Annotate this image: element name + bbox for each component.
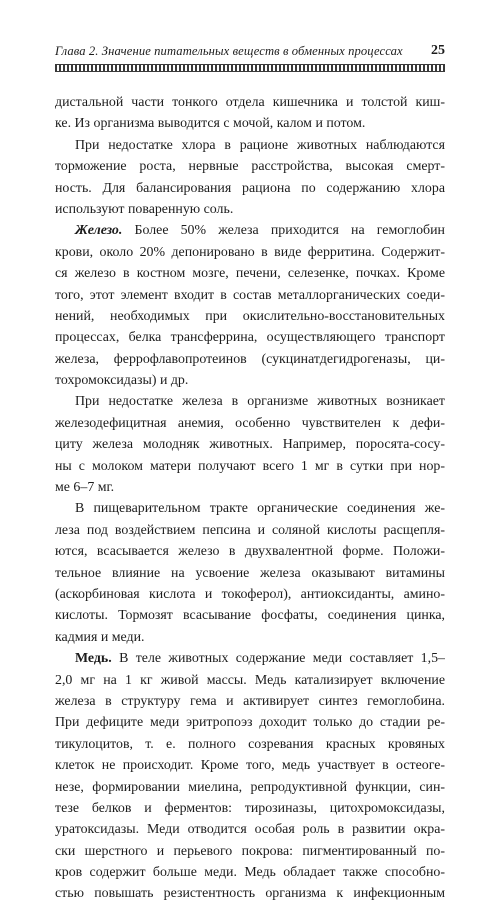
text-line: процессах, белка трансферрина, осуществляющего транспорт	[55, 330, 445, 346]
text-line: При недостатке железа в организме животных возникает	[75, 394, 445, 410]
text-line: торможение роста, нервные расстройства, высокая смерт-	[55, 159, 445, 175]
text-line: железа, феррофлавопротеинов (сукцинатдегидрогеназы, ци-	[55, 351, 445, 367]
text-line: кров содержит больше меди. Медь обладает также способно-	[55, 865, 445, 881]
text-line: железодефицитная анемия, особенно чувствителен к дефи-	[55, 415, 445, 431]
text-line: стью повышать резистентность организма к инфекционным	[55, 886, 445, 902]
text-line: клеток не происходит. Кроме того, медь участвует в остеоге-	[55, 758, 445, 774]
copper-section-heading: Медь.	[75, 651, 112, 667]
text-line: ны с молоком матери получают всего 1 мг в сутки при нор-	[55, 458, 445, 474]
page-number: 25	[431, 43, 445, 58]
running-title: Глава 2. Значение питательных веществ в обменных процессах	[55, 44, 403, 58]
text-line: Медь. В теле животных содержание меди составляет 1,5–	[75, 651, 445, 667]
text-line: Железо. Более 50% железа приходится на гемоглобин	[75, 223, 445, 239]
text-line: кадмия и меди.	[55, 629, 145, 645]
text-line: (аскорбиновая кислота и токоферол), антиоксиданты, амино-	[55, 586, 445, 602]
text-line: В пищеварительном тракте органические соединения же-	[75, 501, 445, 517]
text-line: того, этот элемент входит в состав металлорганических соеди-	[55, 287, 445, 303]
text-line: уратоксидазы. Меди отводится особая роль в развитии окра-	[55, 822, 445, 838]
text-line: 2,0 мг на 1 кг живой массы. Медь катализирует включение	[55, 672, 445, 688]
text-line: При недостатке хлора в рационе животных наблюдаются	[75, 137, 445, 153]
text-line: тохромоксидазы) и др.	[55, 373, 189, 389]
text-line: ность. Для балансирования рациона по содержанию хлора	[55, 180, 445, 196]
header-rule	[55, 64, 445, 72]
text-line: незе, формировании миелина, репродуктивной функции, син-	[55, 779, 445, 795]
text-line: ке. Из организма выводится с мочой, калом и потом.	[55, 116, 366, 132]
text-line: ся железо в костном мозге, печени, селезенке, почках. Кроме	[55, 266, 445, 282]
text-line: кислоты. Тормозят всасывание фосфаты, соединения цинка,	[55, 608, 445, 624]
text-line: нений, необходимых при окислительно-восстановительных	[55, 308, 445, 324]
text-line: тельное влияние на усвоение железа оказывают витамины	[55, 565, 445, 581]
text-line: При дефиците меди эритропоэз доходит только до стадии ре-	[55, 715, 445, 731]
text-line: тикулоцитов, т. е. полного созревания красных кровяных	[55, 736, 445, 752]
text-line: тезе белков и ферментов: тирозиназы, цитохромоксидазы,	[55, 800, 445, 816]
iron-section-heading: Железо.	[75, 223, 123, 239]
running-head	[55, 44, 445, 64]
text-line: леза под воздействием пепсина и соляной кислоты расщепля-	[55, 522, 445, 538]
text-line: ме 6–7 мг.	[55, 480, 115, 496]
text-line: используют поваренную соль.	[55, 201, 234, 217]
text-line: ски шерстного и перьевого покрова: пигментированный по-	[55, 843, 445, 859]
text-line: дистальной части тонкого отдела кишечника и толстой киш-	[55, 95, 445, 110]
body-text	[55, 92, 445, 905]
text-line: крови, около 20% депонировано в виде ферритина. Содержит-	[55, 244, 445, 260]
text-line: железа в структуру гема и активирует синтез гемоглобина.	[55, 693, 445, 709]
text-line: циту железа молодняк животных. Например, поросята-сосу-	[55, 437, 445, 453]
text-line: ются, всасывается железо в двухвалентной форме. Положи-	[55, 544, 445, 560]
